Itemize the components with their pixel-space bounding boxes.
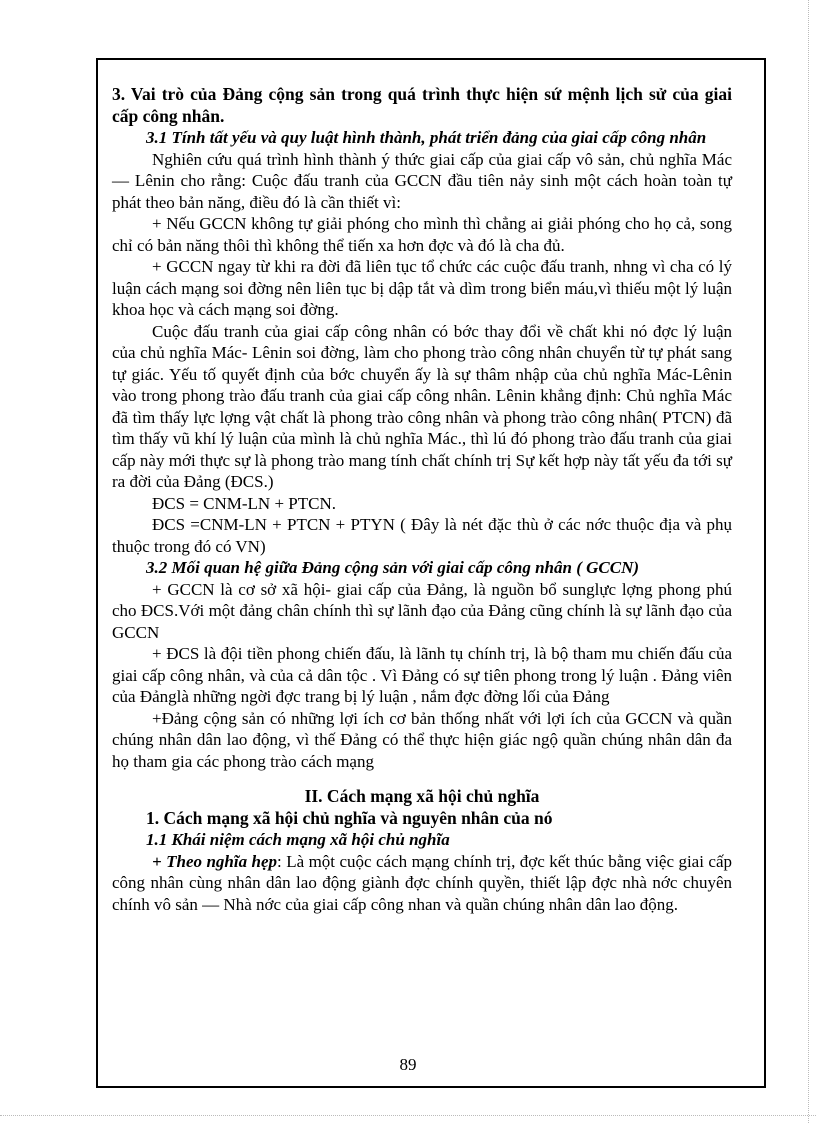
right-divider xyxy=(808,0,809,1123)
paragraph-2: + Nếu GCCN không tự giải phóng cho mình thì chẳng ai giải phóng cho họ cả, song chỉ có bản năng thôi thì không thể tiến xa hơn đợc và đó là cha đủ. xyxy=(112,214,732,255)
bottom-divider xyxy=(0,1115,816,1116)
paragraph-8 xyxy=(112,851,732,916)
page-content xyxy=(112,84,732,915)
subsection-3-2-heading: 3.2 Mối quan hệ giữa Đảng cộng sản với giai cấp công nhân ( GCCN) xyxy=(146,558,640,577)
narrow-sense-text: : Là một cuộc cách mạng chính trị, đợc kết thúc bằng việc giai cấp công nhân cùng nhân dân lao động giành đợc chính quyền, thiết lập đợc nhà nớc chuyên chính vô sản — Nhà nớc của giai cấp công nhan và quần chúng nhân dân lao động. xyxy=(112,851,732,914)
paragraph-7: +Đảng cộng sản có những lợi ích cơ bản thống nhất với lợi ích của GCCN và quần chúng nhân dân lao động, vì thế Đảng có thể thực hiện giác ngộ quần chúng nhân dân đa họ tham gia các phong trào cách mạng xyxy=(112,708,732,771)
spacer xyxy=(112,772,732,786)
subsection-1-1-heading: 1.1 Khái niệm cách mạng xã hội chủ nghĩa xyxy=(146,830,450,849)
page-number: 89 xyxy=(399,1055,417,1074)
section-3-heading: 3. Vai trò của Đảng cộng sản trong quá trình thực hiện sứ mệnh lịch sử của giai cấp công nhân. xyxy=(112,84,732,126)
paragraph-5: + GCCN là cơ sở xã hội- giai cấp của Đảng, là nguồn bổ sunglực lợng phong phú cho ĐCS.Với một đảng chân chính thì sự lãnh đạo của Đảng cũng chính là sự lãnh đạo của GCCN xyxy=(112,579,732,642)
paragraph-1: Nghiên cứu quá trình hình thành ý thức giai cấp của giai cấp vô sản, chủ nghĩa Mác — Lênin cho rằng: Cuộc đấu tranh của GCCN đầu tiên nảy sinh một cách hoàn toàn tự phát theo bản năng, điều đó là cần thiết vì: xyxy=(112,149,732,212)
subsection-1-heading: 1. Cách mạng xã hội chủ nghĩa và nguyên nhân của nó xyxy=(146,807,553,828)
formula-1: ĐCS = CNM-LN + PTCN. xyxy=(152,493,337,513)
formula-2: ĐCS =CNM-LN + PTCN + PTYN ( Đây là nét đặc thù ở các nớc thuộc địa và phụ thuộc trong đó có VN) xyxy=(112,515,732,556)
narrow-sense-label: + Theo nghĩa hẹp xyxy=(152,851,278,871)
paragraph-3: + GCCN ngay từ khi ra đời đã liên tục tổ chức các cuộc đấu tranh, nhng vì cha có lý luận cách mạng soi đờng nên liên tục bị dập tắt và dìm trong biển máu,vì thiếu một lý luận khoa học và cách mạng soi đờng. xyxy=(112,257,732,319)
paragraph-6: + ĐCS là đội tiền phong chiến đấu, là lãnh tụ chính trị, là bộ tham mu chiến đấu của giai cấp công nhân, và của cả dân tộc . Vì Đảng có sự tiên phong trong lý luận . Đảng viên của Đảnglà những ngời đợc trang bị lý luận , nắm đợc đờng lối của Đảng xyxy=(112,644,732,706)
section-II-heading: II. Cách mạng xã hội chủ nghĩa xyxy=(304,786,540,806)
subsection-3-1-heading: 3.1 Tính tất yếu và quy luật hình thành, phát triển đảng của giai cấp công nhân xyxy=(146,128,707,147)
paragraph-4: Cuộc đấu tranh của giai cấp công nhân có bớc thay đổi về chất khi nó đợc lý luận của chủ nghĩa Mác- Lênin soi đờng, làm cho phong trào công nhân chuyển từ tự phát sang tự giác. Yếu tố quyết định của bớc chuyển ấy là sự thâm nhập của chủ nghĩa Mác-Lênin vào trong phong trào đấu tranh của giai cấp công nhân. Lênin khẳng định: Chủ nghĩa Mác đã tìm thấy lực lợng vật chất là phong trào công nhân và phong trào công nhân( PTCN) đã tìm thấy vũ khí lý luận của mình là chủ nghĩa Mác., thì lú đó phong trào đấu tranh của giai cấp này mới thực sự là phong trào mang tính chất chính trị Sự kết hợp này tất yếu đa tới sự ra đời của Đảng (ĐCS.) xyxy=(112,321,732,491)
